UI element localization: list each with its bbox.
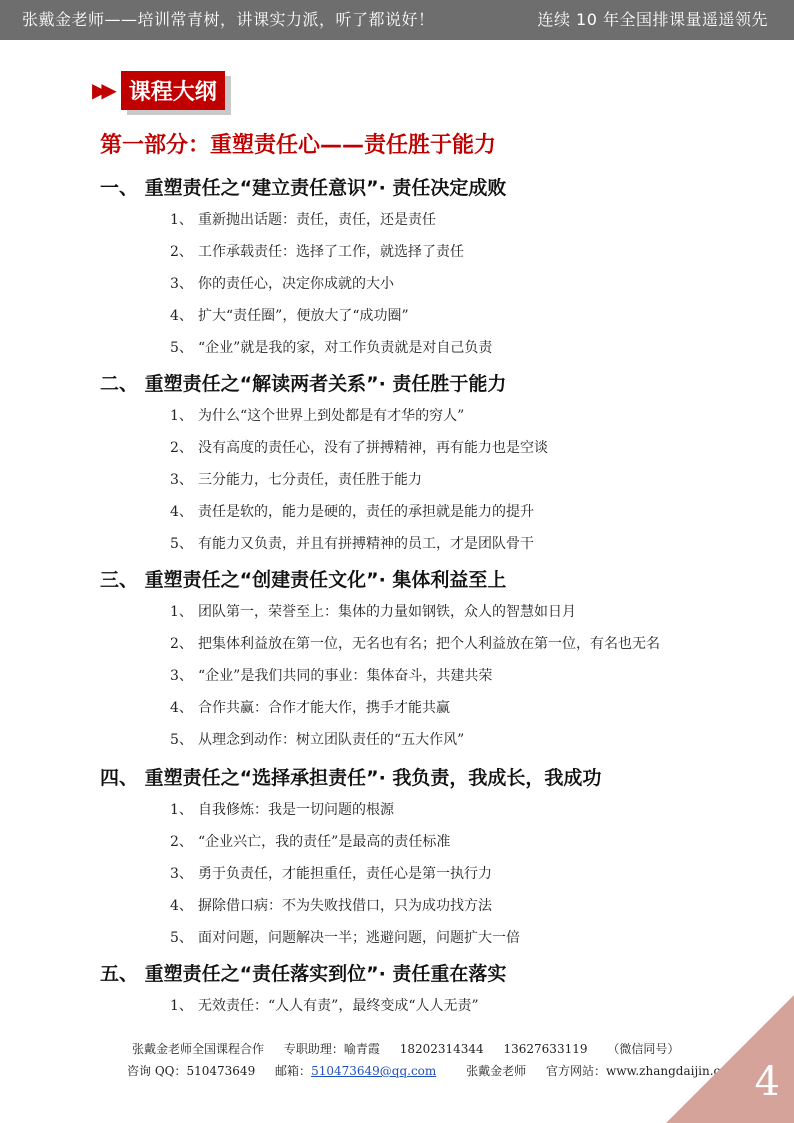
item-text: “企业”就是我的家，对工作负责就是对自己负责: [198, 340, 493, 356]
item-number: 2、: [170, 440, 193, 456]
footer-email-group: [275, 1064, 436, 1078]
outline-label: 课程大纲: [121, 71, 225, 110]
footer-row-online: [127, 1062, 755, 1079]
outline-item: [100, 826, 780, 858]
item-number: 4、: [170, 504, 193, 520]
item-number: 1、: [170, 212, 193, 228]
item-text: 面对问题，问题解决一半；逃避问题，问题扩大一倍: [198, 930, 520, 946]
item-number: 2、: [170, 834, 193, 850]
outline-item: [100, 922, 780, 954]
item-text: 自我修炼：我是一切问题的根源: [198, 802, 394, 818]
outline-section: [100, 564, 780, 756]
header-claim: 连续 10 年全国排课量遥遥领先: [537, 10, 768, 29]
section-title: 二、 重塑责任之“解读两者关系”· 责任胜于能力: [100, 373, 507, 395]
outline-item: [100, 496, 780, 528]
outline-section: [100, 172, 780, 364]
outline-item: [100, 528, 780, 560]
outline-section: [100, 762, 780, 954]
item-text: 扩大“责任圈”，便放大了“成功圈”: [198, 308, 409, 324]
footer-phone2: 13627633119: [503, 1042, 588, 1056]
footer-assistant: 专职助理：喻青霞: [283, 1042, 380, 1056]
outline-section: [100, 368, 780, 560]
outline-item: [100, 890, 780, 922]
outline-item: [100, 268, 780, 300]
item-text: 责任是软的，能力是硬的，责任的承担就是能力的提升: [198, 504, 534, 520]
item-text: 你的责任心，决定你成就的大小: [198, 276, 394, 292]
item-text: “企业兴亡，我的责任”是最高的责任标准: [198, 834, 451, 850]
outline-item: [100, 204, 780, 236]
footer-cooperation: 张戴金老师全国课程合作: [132, 1042, 265, 1056]
course-outline-heading: [92, 70, 225, 110]
item-number: 3、: [170, 472, 193, 488]
footer-teacher: 张戴金老师: [466, 1064, 527, 1078]
part-title: 第一部分：重塑责任心——责任胜于能力: [100, 133, 497, 158]
section-title: 五、 重塑责任之“责任落实到位”· 责任重在落实: [100, 963, 507, 985]
outline-item: [100, 628, 780, 660]
section-title: 一、 重塑责任之“建立责任意识”· 责任决定成败: [100, 177, 507, 199]
outline-item: [100, 858, 780, 890]
item-number: 4、: [170, 700, 193, 716]
item-text: 工作承载责任：选择了工作，就选择了责任: [198, 244, 464, 260]
footer-wechat-note: （微信同号）: [607, 1042, 680, 1056]
header-bar: [0, 0, 794, 40]
item-number: 5、: [170, 930, 193, 946]
double-arrow-icon: ▶▶: [92, 78, 111, 102]
footer-qq: 咨询 QQ：510473649: [127, 1064, 256, 1078]
item-text: 重新抛出话题：责任，责任，还是责任: [198, 212, 436, 228]
outline-item: [100, 596, 780, 628]
outline-item: [100, 236, 780, 268]
outline-item: [100, 464, 780, 496]
item-number: 3、: [170, 276, 193, 292]
item-number: 1、: [170, 408, 193, 424]
item-text: 摒除借口病：不为失败找借口，只为成功找方法: [198, 898, 492, 914]
outline-item: [100, 332, 780, 364]
item-number: 2、: [170, 636, 193, 652]
item-text: 为什么“这个世界上到处都是有才华的穷人”: [198, 408, 465, 424]
header-slogan: 张戴金老师——培训常青树，讲课实力派，听了都说好！: [22, 10, 435, 29]
footer-phone1: 18202314344: [399, 1042, 484, 1056]
item-number: 1、: [170, 802, 193, 818]
item-number: 5、: [170, 732, 193, 748]
item-number: 3、: [170, 866, 193, 882]
item-number: 5、: [170, 340, 193, 356]
item-number: 1、: [170, 604, 193, 620]
item-text: 三分能力，七分责任，责任胜于能力: [198, 472, 422, 488]
section-title: 四、 重塑责任之“选择承担责任”· 我负责，我成长，我成功: [100, 767, 602, 789]
item-number: 4、: [170, 898, 193, 914]
item-number: 3、: [170, 668, 193, 684]
item-number: 4、: [170, 308, 193, 324]
item-text: 把集体利益放在第一位，无名也有名；把个人利益放在第一位，有名也无名: [198, 636, 660, 652]
outline-item: [100, 660, 780, 692]
outline-item: [100, 794, 780, 826]
item-text: 团队第一，荣誉至上：集体的力量如钢铁，众人的智慧如日月: [198, 604, 576, 620]
page-number: 4: [754, 1059, 780, 1105]
footer-website[interactable]: 官方网站：www.zhangdaijin.com: [545, 1064, 739, 1078]
item-text: 没有高度的责任心，没有了拼搏精神，再有能力也是空谈: [198, 440, 548, 456]
section-title: 三、 重塑责任之“创建责任文化”· 集体利益至上: [100, 569, 507, 591]
outline-item: [100, 692, 780, 724]
email-link[interactable]: 510473649@qq.com: [311, 1064, 437, 1078]
item-text: 合作共赢：合作才能大作，携手才能共赢: [198, 700, 450, 716]
item-number: 1、: [170, 998, 193, 1014]
outline-item: [100, 724, 780, 756]
item-text: 有能力又负责，并且有拼搏精神的员工，才是团队骨干: [198, 536, 534, 552]
outline-item: [100, 300, 780, 332]
outline-item: [100, 400, 780, 432]
item-number: 2、: [170, 244, 193, 260]
item-text: “企业”是我们共同的事业：集体奋斗，共建共荣: [198, 668, 493, 684]
footer-row-contact: [132, 1040, 695, 1057]
footer-email-label: 邮箱：: [275, 1064, 312, 1078]
item-number: 5、: [170, 536, 193, 552]
item-text: 勇于负责任，才能担重任，责任心是第一执行力: [198, 866, 492, 882]
outline-item: [100, 432, 780, 464]
item-text: 无效责任：“人人有责”，最终变成“人人无责”: [198, 998, 479, 1014]
item-text: 从理念到动作：树立团队责任的“五大作风”: [198, 732, 465, 748]
